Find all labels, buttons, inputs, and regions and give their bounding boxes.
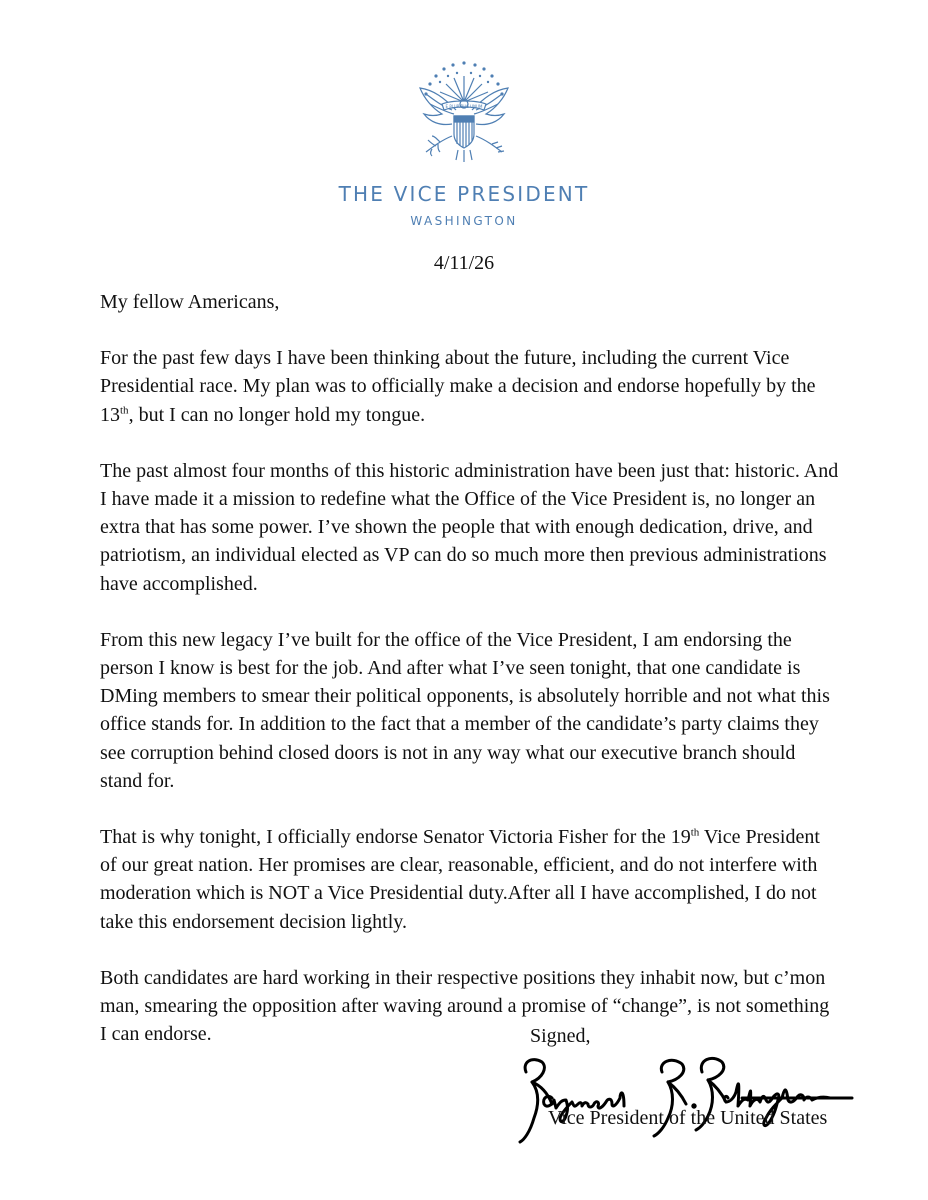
- letter-date: 4/11/26: [433, 252, 495, 274]
- paragraph-2: The past almost four months of this historic administration have been just that: historic. And I have made it a mission to redefine what the Office of the Vice President is, no longer an extra that has some power. I’ve shown the people that with enough dedication, drive, and patriotism, an individual elected as VP can do so much more then previous administrations have accomplished.: [100, 459, 839, 595]
- signatory-title: Vice President of the United States: [548, 1107, 828, 1129]
- paragraph-1: For the past few days I have been thinking about the future, including the current Vice Presidential race. My plan was to officially make a decision and endorse hopefully by the 13th, but I can no longer hold my tongue.: [100, 347, 816, 426]
- paragraph-3: From this new legacy I’ve built for the office of the Vice President, I am endorsing the person I know is best for the job. And after what I’ve seen tonight, that one candidate is DMing members to smear their political opponents, is absolutely horrible and not what this office stands for. In addition to the fact that a member of the candidate’s party claims they see corruption behind closed doors is not in any way what our executive branch should stand for.: [100, 628, 830, 792]
- letterhead-office: THE VICE PRESIDENT: [338, 182, 590, 206]
- paragraph-4: That is why tonight, I officially endorse Senator Victoria Fisher for the 19th Vice President of our great nation. Her promises are clear, reasonable, efficient, and do not interfere with moderation which is NOT a Vice Presidential duty.After all I have accomplished, I do not take this endorsement decision lightly.: [100, 826, 820, 933]
- salutation: My fellow Americans,: [100, 291, 280, 313]
- handwritten-signature: [512, 1032, 862, 1152]
- letterhead-city: WASHINGTON: [410, 214, 518, 228]
- paragraph-5: Both candidates are hard working in their respective positions they inhabit now, but c’mon man, smearing the opposition after waving around a promise of “change”, is not something I can endorse.: [100, 966, 830, 1046]
- letter-body: [100, 288, 840, 1076]
- signed-label: Signed,: [530, 1025, 591, 1047]
- vice-president-seal-icon: [396, 54, 532, 182]
- svg-text:E PLURIBUS UNUM: E PLURIBUS UNUM: [445, 104, 483, 109]
